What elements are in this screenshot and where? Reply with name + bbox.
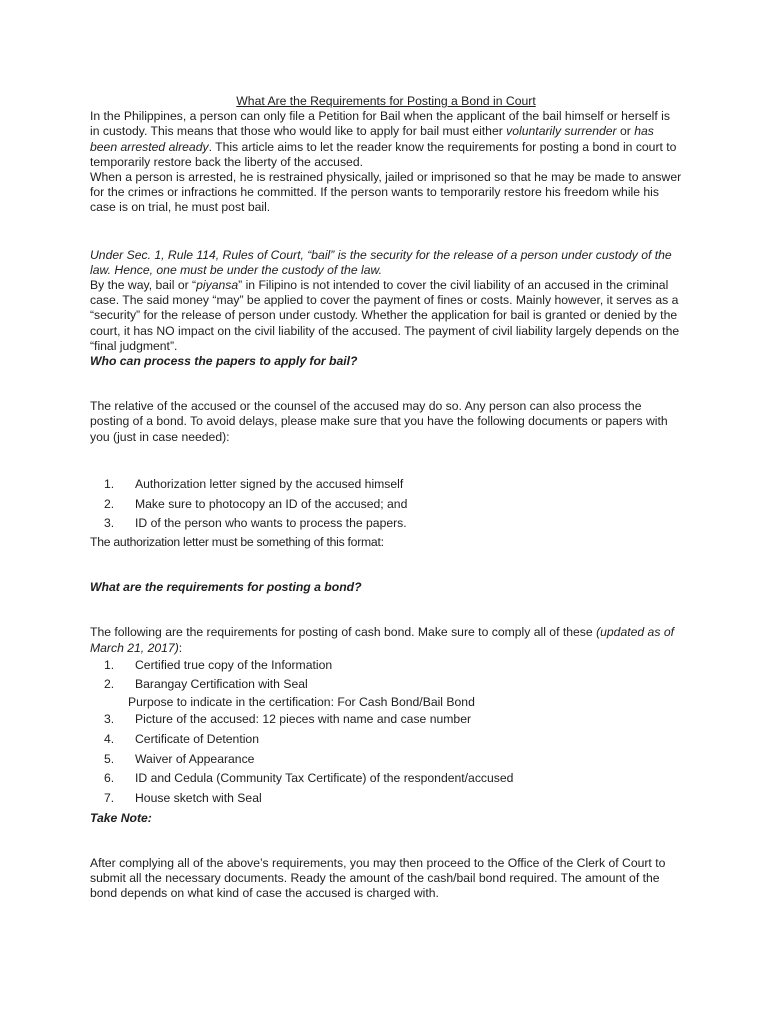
list-text: Picture of the accused: 12 pieces with name and case number bbox=[135, 712, 472, 727]
document-page bbox=[90, 94, 682, 902]
requirements-text-a: The following are the requirements for posting of cash bond. Make sure to comply all of these bbox=[90, 625, 597, 640]
list-item bbox=[90, 750, 682, 770]
list-number: 1. bbox=[104, 657, 115, 672]
requirements-item-2-note: Purpose to indicate in the certification: For Cash Bond/Bail Bond bbox=[128, 695, 475, 710]
requirements-list-continued bbox=[90, 710, 682, 809]
list-number: 3. bbox=[104, 516, 115, 531]
list-number: 5. bbox=[104, 751, 115, 766]
rule-text-a: By the way, bail or “ bbox=[90, 278, 197, 293]
list-text: ID of the person who wants to process the papers. bbox=[135, 516, 407, 531]
list-number: 4. bbox=[104, 731, 115, 746]
note-heading: Take Note: bbox=[90, 810, 152, 825]
process-after: The authorization letter must be something of this format: bbox=[90, 534, 384, 549]
list-item bbox=[90, 514, 682, 534]
process-heading: Who can process the papers to apply for bail? bbox=[90, 354, 358, 369]
rule-text-b: ” in Filipino is not intended to cover the civil liability of an accused in the criminal case. The said money “may” be applied to cover the payment of fines or costs. Mainly however, it serves as a “security” for the release of person under custody. Whether the application for bail is granted or denied by the court, it has NO impact on the civil liability of the accused. The payment of civil liability largely depends on the “final judgment”. bbox=[90, 278, 680, 353]
intro-paragraph-2: When a person is arrested, he is restrained physically, jailed or imprisoned so that he may be made to answer for the crimes or infractions he committed. If the person wants to temporarily restore his freedom while his case is on trial, he must post bail. bbox=[90, 170, 682, 215]
intro-italic-arrested: has been arrested already bbox=[90, 124, 654, 154]
list-text: ID and Cedula (Community Tax Certificate) of the respondent/accused bbox=[135, 771, 514, 786]
intro-text-a: In the Philippines, a person can only file a Petition for Bail when the applicant of the bail himself or herself is in custody. This means that those who would like to apply for bail must either bbox=[90, 109, 670, 139]
list-number: 3. bbox=[104, 712, 115, 727]
rule-italic-piyansa: piyansa bbox=[196, 278, 239, 293]
list-item bbox=[90, 730, 682, 750]
process-body: The relative of the accused or the counsel of the accused may do so. Any person can also process the posting of a bond. To avoid delays, please make sure that you have the following documents or papers with you (just in case needed): bbox=[90, 399, 668, 444]
list-number: 1. bbox=[104, 476, 115, 491]
list-number: 6. bbox=[104, 771, 115, 786]
document-title: What Are the Requirements for Posting a Bond in Court bbox=[236, 94, 536, 108]
intro-text-c: . This article aims to let the reader know the requirements for posting a bond in court to temporarily restore back the liberty of the accused. bbox=[90, 139, 677, 169]
list-item bbox=[90, 475, 682, 495]
rule-paragraph bbox=[90, 278, 682, 354]
list-item bbox=[90, 495, 682, 515]
list-item bbox=[90, 656, 682, 676]
requirements-list bbox=[90, 656, 682, 695]
process-list bbox=[90, 475, 682, 534]
list-item bbox=[90, 769, 682, 789]
list-item bbox=[90, 710, 682, 730]
list-text: Make sure to photocopy an ID of the accused; and bbox=[135, 496, 408, 511]
list-number: 7. bbox=[104, 791, 115, 805]
list-text: Barangay Certification with Seal bbox=[135, 677, 308, 692]
requirements-text-b: : bbox=[178, 640, 183, 655]
list-text: Authorization letter signed by the accused himself bbox=[135, 476, 404, 491]
list-text: House sketch with Seal bbox=[135, 791, 262, 805]
list-text: Certified true copy of the Information bbox=[135, 657, 333, 672]
intro-text-b: or bbox=[616, 124, 635, 139]
intro-italic-surrender: voluntarily surrender bbox=[506, 124, 617, 139]
requirements-italic-updated: (updated as of March 21, 2017) bbox=[90, 625, 674, 655]
list-number: 2. bbox=[104, 496, 115, 511]
requirements-body bbox=[90, 625, 682, 655]
rule-quote: Under Sec. 1, Rule 114, Rules of Court, “bail” is the security for the release of a person under custody of the law. Hence, one must be under the custody of the law. bbox=[90, 247, 672, 277]
intro-paragraph-1 bbox=[90, 109, 682, 170]
list-item bbox=[90, 675, 682, 695]
list-text: Waiver of Appearance bbox=[135, 751, 255, 766]
note-body: After complying all of the above’s requirements, you may then proceed to the Office of the Clerk of Court to submit all the necessary documents. Ready the amount of the cash/bail bond required. The amount of the bond depends on what kind of case the accused is charged with. bbox=[90, 855, 666, 901]
requirements-heading: What are the requirements for posting a bond? bbox=[90, 580, 362, 595]
list-item bbox=[90, 789, 682, 809]
list-number: 2. bbox=[104, 677, 115, 692]
list-text: Certificate of Detention bbox=[135, 731, 259, 746]
